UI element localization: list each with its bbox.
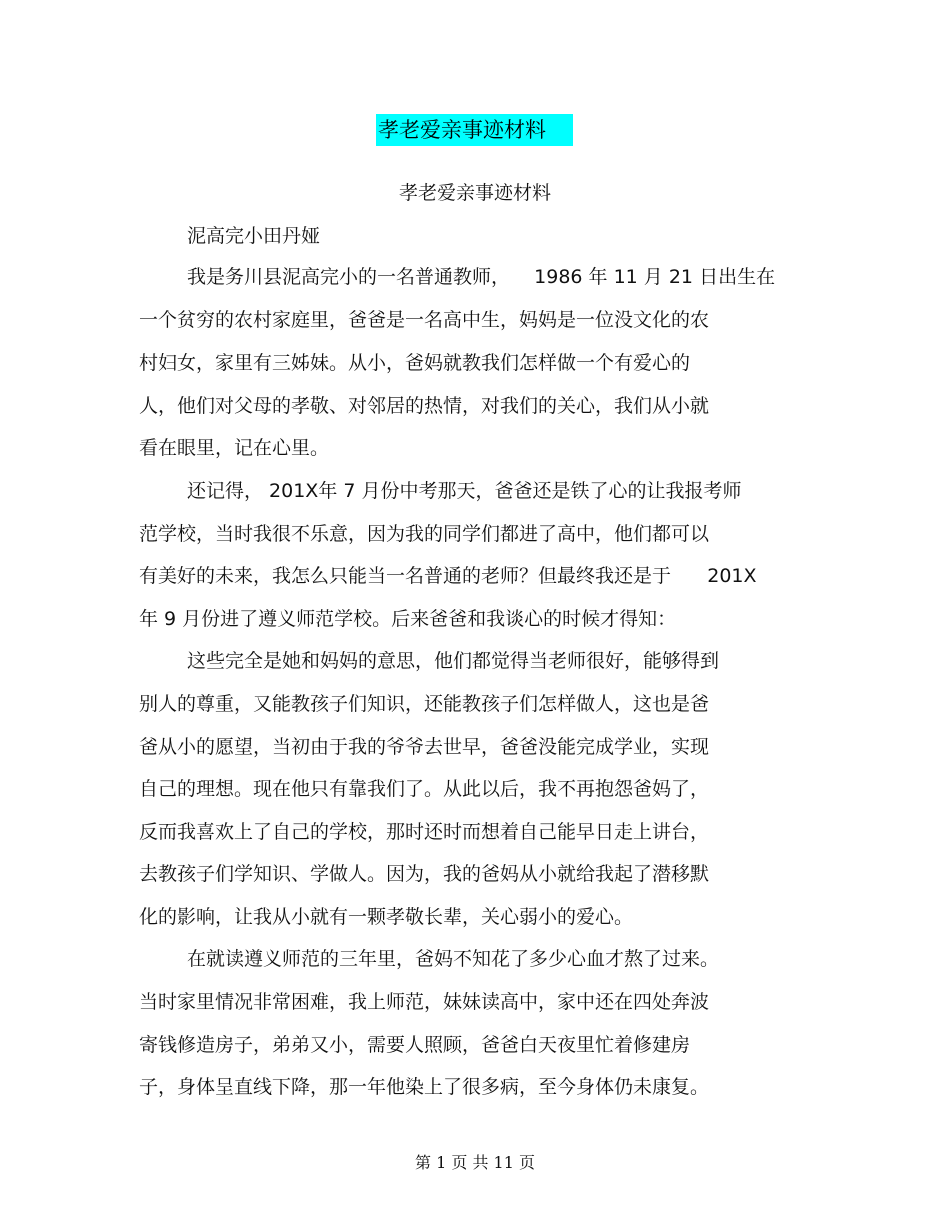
body-line: 一个贫穷的农村家庭里，爸爸是一名高中生，妈妈是一位没文化的农: [139, 309, 710, 331]
body-line: 人，他们对父母的孝敬、对邻居的热情，对我们的关心，我们从小就: [139, 395, 710, 417]
body-line: 当时家里情况非常困难，我上师范，妹妹读高中，家中还在四处奔波: [139, 991, 710, 1013]
body-line: 年 9 月份进了遵义师范学校。后来爸爸和我谈心的时候才得知：: [139, 608, 677, 630]
body-line: 自己的理想。现在他只有靠我们了。从此以后，我不再抱怨爸妈了，: [139, 778, 710, 800]
author-line: 泥高完小田丹娅: [187, 225, 321, 247]
body-line: 在就读遵义师范的三年里，爸妈不知花了多少心血才熬了过来。: [187, 948, 720, 970]
document-title: 孝老爱亲事迹材料: [376, 114, 573, 146]
body-line: 别人的尊重，又能教孩子们知识，还能教孩子们怎样做人，这也是爸: [139, 693, 710, 715]
body-line: 寄钱修造房子，弟弟又小，需要人照顾，爸爸白天夜里忙着修建房: [139, 1034, 691, 1056]
body-line: 爸从小的愿望，当初由于我的爷爷去世早，爸爸没能完成学业，实现: [139, 736, 710, 758]
body-line: 去教孩子们学知识、学做人。因为，我的爸妈从小就给我起了潜移默: [139, 863, 710, 885]
body-line: 有美好的未来，我怎么只能当一名普通的老师？但最终我还是于 201X: [139, 565, 757, 587]
page-number: 第 1 页 共 11 页: [415, 1153, 535, 1172]
document-subtitle: 孝老爱亲事迹材料: [398, 182, 551, 204]
body-line: 我是务川县泥高完小的一名普通教师， 1986 年 11 月 21 日出生在: [187, 266, 776, 288]
body-line: 看在眼里，记在心里。: [139, 437, 330, 459]
body-line: 这些完全是她和妈妈的意思，他们都觉得当老师很好，能够得到: [187, 650, 720, 672]
body-line: 反而我喜欢上了自己的学校，那时还时而想着自己能早日走上讲台，: [139, 821, 710, 843]
body-line: 村妇女，家里有三姊妹。从小，爸妈就教我们怎样做一个有爱心的: [139, 352, 691, 374]
body-line: 化的影响，让我从小就有一颗孝敬长辈，关心弱小的爱心。: [139, 906, 634, 928]
body-line: 子，身体呈直线下降，那一年他染上了很多病，至今身体仍未康复。: [139, 1076, 710, 1098]
body-line: 还记得， 201X年 7 月份中考那天，爸爸还是铁了心的让我报考师: [187, 480, 742, 502]
body-line: 范学校，当时我很不乐意，因为我的同学们都进了高中，他们都可以: [139, 523, 710, 545]
